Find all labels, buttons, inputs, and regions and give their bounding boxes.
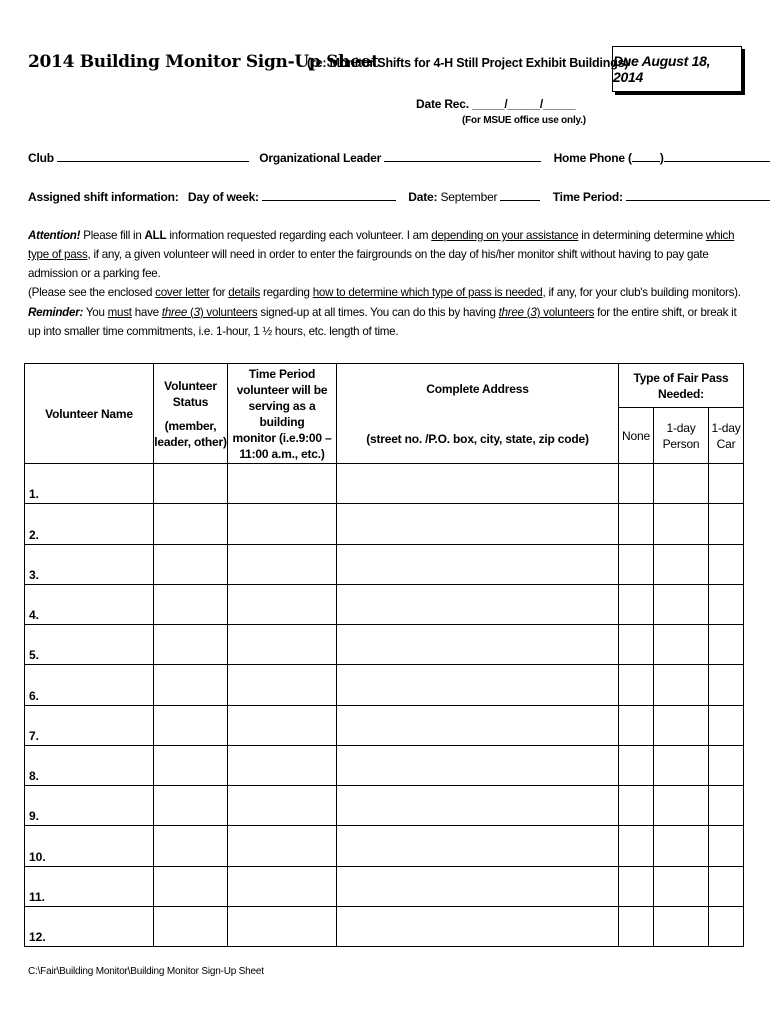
attention-text: for	[209, 286, 229, 299]
attention-text: (Please see the enclosed	[28, 286, 156, 299]
address-cell[interactable]	[337, 665, 619, 705]
reminder-text: (	[523, 306, 531, 319]
volunteer-name-cell[interactable]	[25, 745, 154, 785]
address-cell[interactable]	[337, 745, 619, 785]
volunteer-status-cell[interactable]	[154, 705, 228, 745]
reminder-text: signed-up at all times. You can do this by having	[257, 306, 499, 319]
reminder-three: three	[498, 306, 524, 319]
reminder-text: ) volunteers	[199, 306, 258, 319]
volunteer-status-cell[interactable]	[154, 826, 228, 866]
volunteer-name-header	[25, 364, 154, 464]
status-header-line: leader, other)	[154, 434, 227, 449]
day-of-week-label: Day of week:	[187, 190, 259, 204]
pass-none-cell[interactable]	[619, 464, 654, 504]
pass-day-car-cell[interactable]	[709, 745, 744, 785]
volunteer-status-cell[interactable]	[154, 745, 228, 785]
pass-none-text: None	[622, 428, 650, 443]
row-number: 1.	[29, 487, 40, 502]
attention-details: details	[228, 286, 261, 299]
pass-none-cell[interactable]	[619, 705, 654, 745]
reminder-text: (	[187, 306, 194, 319]
reminder-paragraph	[28, 303, 748, 341]
attention-all: ALL	[144, 229, 167, 242]
table-row	[25, 786, 744, 826]
time-period-cell[interactable]	[228, 544, 337, 584]
day-of-week-input[interactable]	[262, 189, 396, 201]
assigned-shift-row	[28, 189, 770, 204]
attention-text: in determining determine	[578, 229, 706, 242]
pass-day-car-cell[interactable]	[709, 826, 744, 866]
volunteer-name-cell[interactable]	[25, 705, 154, 745]
volunteer-name-cell[interactable]	[25, 826, 154, 866]
table-row	[25, 866, 744, 906]
pass-day-person-cell[interactable]	[654, 705, 709, 745]
table-row	[25, 584, 744, 624]
address-sub-header-text: (street no. /P.O. box, city, state, zip code)	[366, 431, 589, 446]
volunteer-name-cell[interactable]	[25, 625, 154, 665]
volunteer-name-cell[interactable]	[25, 584, 154, 624]
pass-day-person-line: Person	[662, 436, 700, 451]
address-cell[interactable]	[337, 584, 619, 624]
pass-none-cell[interactable]	[619, 866, 654, 906]
attention-how: how to determine which type of pass is needed	[312, 286, 543, 299]
time-period-cell[interactable]	[228, 665, 337, 705]
due-date-text: Due August 18, 2014	[613, 53, 711, 85]
reminder-text: ) volunteers	[536, 306, 595, 319]
volunteer-status-cell[interactable]	[154, 625, 228, 665]
address-cell[interactable]	[337, 544, 619, 584]
pass-day-person-header	[654, 408, 709, 464]
time-period-cell[interactable]	[228, 826, 337, 866]
table-row	[25, 464, 744, 504]
time-period-cell[interactable]	[228, 464, 337, 504]
org-leader-input[interactable]	[384, 150, 541, 162]
volunteer-name-cell[interactable]	[25, 866, 154, 906]
address-cell[interactable]	[337, 705, 619, 745]
row-number: 10.	[29, 849, 46, 864]
status-header-line: Status	[172, 394, 209, 409]
pass-day-person-cell[interactable]	[654, 544, 709, 584]
address-cell[interactable]	[337, 464, 619, 504]
pass-type-header-line: Needed:	[658, 386, 704, 401]
time-header-line: volunteer will be	[236, 382, 328, 397]
volunteer-status-header	[154, 364, 228, 464]
pass-day-person-cell[interactable]	[654, 625, 709, 665]
table-row	[25, 504, 744, 544]
volunteer-table	[24, 363, 744, 947]
table-row	[25, 625, 744, 665]
club-label: Club	[28, 151, 54, 165]
attention-which-pass: which type of pass	[28, 229, 735, 261]
volunteer-status-cell[interactable]	[154, 866, 228, 906]
assigned-label: Assigned shift information:	[28, 190, 179, 204]
pass-day-person-cell[interactable]	[654, 745, 709, 785]
address-cell[interactable]	[337, 786, 619, 826]
attention-text: regarding	[260, 286, 313, 299]
time-header-line: monitor (i.e.9:00 –	[232, 430, 332, 445]
time-header-line: 11:00 a.m., etc.)	[239, 446, 325, 461]
msue-office-note: (For MSUE office use only.)	[462, 115, 586, 126]
address-cell[interactable]	[337, 504, 619, 544]
time-period-label: Time Period:	[552, 190, 623, 204]
pass-none-cell[interactable]	[619, 665, 654, 705]
reminder-label: Reminder:	[28, 306, 84, 319]
pass-day-person-cell[interactable]	[654, 504, 709, 544]
home-phone-close: )	[659, 151, 664, 165]
status-header-line: (member,	[164, 418, 217, 433]
volunteer-name-cell[interactable]	[25, 544, 154, 584]
home-phone-input[interactable]	[664, 150, 770, 162]
volunteer-name-cell[interactable]	[25, 786, 154, 826]
time-period-cell[interactable]	[228, 584, 337, 624]
volunteer-status-cell[interactable]	[154, 665, 228, 705]
pass-day-person-cell[interactable]	[654, 906, 709, 946]
pass-day-person-cell[interactable]	[654, 826, 709, 866]
time-period-header	[228, 364, 337, 464]
volunteer-name-header-text: Volunteer Name	[45, 406, 133, 421]
date-day-input[interactable]	[500, 189, 540, 201]
row-number: 11.	[29, 889, 46, 904]
row-number: 12.	[29, 930, 46, 944]
address-cell[interactable]	[337, 625, 619, 665]
reminder-text: You	[83, 306, 108, 319]
date-received-field[interactable]: Date Rec. _____/_____/_____	[416, 97, 576, 111]
pass-none-cell[interactable]	[619, 584, 654, 624]
time-period-cell[interactable]	[228, 745, 337, 785]
table-row	[25, 826, 744, 866]
attention-text: , if any, a given volunteer will need in order to enter the fairgrounds on the day of his/her monitor shift without having to pay gate admission or a parking fee.	[28, 248, 709, 280]
pass-day-car-line: Car	[716, 436, 736, 451]
org-leader-label: Organizational Leader	[259, 151, 382, 165]
time-period-cell[interactable]	[228, 625, 337, 665]
pass-none-cell[interactable]	[619, 906, 654, 946]
pass-day-car-line: 1-day	[711, 420, 741, 435]
pass-none-cell[interactable]	[619, 745, 654, 785]
reminder-three-num: 3	[530, 306, 537, 319]
club-row	[28, 150, 770, 165]
pass-none-cell[interactable]	[619, 826, 654, 866]
pass-day-person-cell[interactable]	[654, 464, 709, 504]
file-path-footer: C:\Fair\Building Monitor\Building Monitor Sign-Up Sheet	[28, 966, 264, 977]
row-number: 7.	[29, 728, 40, 743]
volunteer-name-cell[interactable]	[25, 464, 154, 504]
address-cell[interactable]	[337, 826, 619, 866]
date-month: September	[440, 190, 498, 204]
volunteer-status-cell[interactable]	[154, 544, 228, 584]
attention-label: Attention!	[28, 229, 81, 242]
pass-day-car-cell[interactable]	[709, 786, 744, 826]
table-row	[25, 665, 744, 705]
due-date-box	[612, 46, 742, 92]
address-header	[337, 364, 619, 464]
attention-text: Please fill in	[80, 229, 145, 242]
club-input[interactable]	[57, 150, 249, 162]
pass-day-car-cell[interactable]	[709, 906, 744, 946]
row-number: 9.	[29, 809, 40, 824]
pass-day-car-cell[interactable]	[709, 625, 744, 665]
date-label: Date:	[408, 190, 438, 204]
table-row	[25, 705, 744, 745]
time-header-line: Time Period	[248, 366, 316, 381]
pass-day-car-cell[interactable]	[709, 464, 744, 504]
row-number: 2.	[29, 527, 40, 542]
pass-day-person-cell[interactable]	[654, 866, 709, 906]
row-number: 4.	[29, 608, 40, 622]
volunteer-status-cell[interactable]	[154, 786, 228, 826]
pass-none-header	[619, 408, 654, 464]
volunteer-name-cell[interactable]	[25, 665, 154, 705]
pass-day-car-cell[interactable]	[709, 504, 744, 544]
pass-day-car-cell[interactable]	[709, 866, 744, 906]
attention-cover-letter: cover letter	[155, 286, 210, 299]
time-header-line: serving as a building	[248, 398, 316, 429]
volunteer-status-cell[interactable]	[154, 504, 228, 544]
pass-day-person-cell[interactable]	[654, 584, 709, 624]
reminder-three: three	[161, 306, 188, 319]
attention-text: , if any, for your club's building monitors).	[542, 286, 741, 299]
status-header-line: Volunteer	[164, 378, 217, 393]
address-header-text: Complete Address	[426, 381, 529, 396]
row-number: 5.	[29, 648, 40, 663]
volunteer-status-cell[interactable]	[154, 584, 228, 624]
time-period-cell[interactable]	[228, 504, 337, 544]
table-row	[25, 544, 744, 584]
pass-none-cell[interactable]	[619, 504, 654, 544]
attention-paragraph	[28, 226, 748, 302]
table-row	[25, 745, 744, 785]
address-cell[interactable]	[337, 866, 619, 906]
pass-day-car-cell[interactable]	[709, 584, 744, 624]
pass-day-car-cell[interactable]	[709, 544, 744, 584]
volunteer-name-cell[interactable]	[25, 504, 154, 544]
pass-day-car-cell[interactable]	[709, 705, 744, 745]
home-phone-label: Home Phone (	[553, 151, 632, 165]
attention-depending: depending on your assistance	[431, 229, 579, 242]
table-row	[25, 906, 744, 946]
pass-type-header-line: Type of Fair Pass	[633, 370, 729, 385]
attention-text: information requested regarding each volunteer. I am	[166, 229, 432, 242]
reminder-three-num: 3	[193, 306, 200, 319]
pass-type-header	[619, 364, 744, 408]
reminder-must: must	[107, 306, 132, 319]
pass-day-person-cell[interactable]	[654, 665, 709, 705]
pass-none-cell[interactable]	[619, 625, 654, 665]
row-number: 3.	[29, 567, 40, 582]
row-number: 8.	[29, 769, 40, 783]
pass-day-car-header	[709, 408, 744, 464]
pass-day-person-cell[interactable]	[654, 786, 709, 826]
reminder-text: for the entire shift, or break it up into smaller time commitments, i.e. 1-hour, 1 ½ hours, etc. length of time.	[28, 306, 737, 338]
time-period-cell[interactable]	[228, 866, 337, 906]
time-period-cell[interactable]	[228, 705, 337, 745]
page-subtitle: (re: Monitor Shifts for 4-H Still Project Exhibit Buildings)	[307, 56, 629, 70]
row-number: 6.	[29, 688, 40, 703]
reminder-text: have	[131, 306, 162, 319]
volunteer-status-cell[interactable]	[154, 906, 228, 946]
pass-day-person-line: 1-day	[666, 420, 696, 435]
pass-none-cell[interactable]	[619, 786, 654, 826]
time-period-input[interactable]	[626, 189, 770, 201]
volunteer-name-cell[interactable]	[25, 906, 154, 946]
volunteer-status-cell[interactable]	[154, 464, 228, 504]
time-period-cell[interactable]	[228, 786, 337, 826]
page-title: 2014 Building Monitor Sign-Up Sheet	[28, 52, 379, 72]
pass-day-car-cell[interactable]	[709, 665, 744, 705]
area-code-input[interactable]	[632, 150, 660, 162]
pass-none-cell[interactable]	[619, 544, 654, 584]
time-period-cell[interactable]	[228, 906, 337, 946]
address-cell[interactable]	[337, 906, 619, 946]
